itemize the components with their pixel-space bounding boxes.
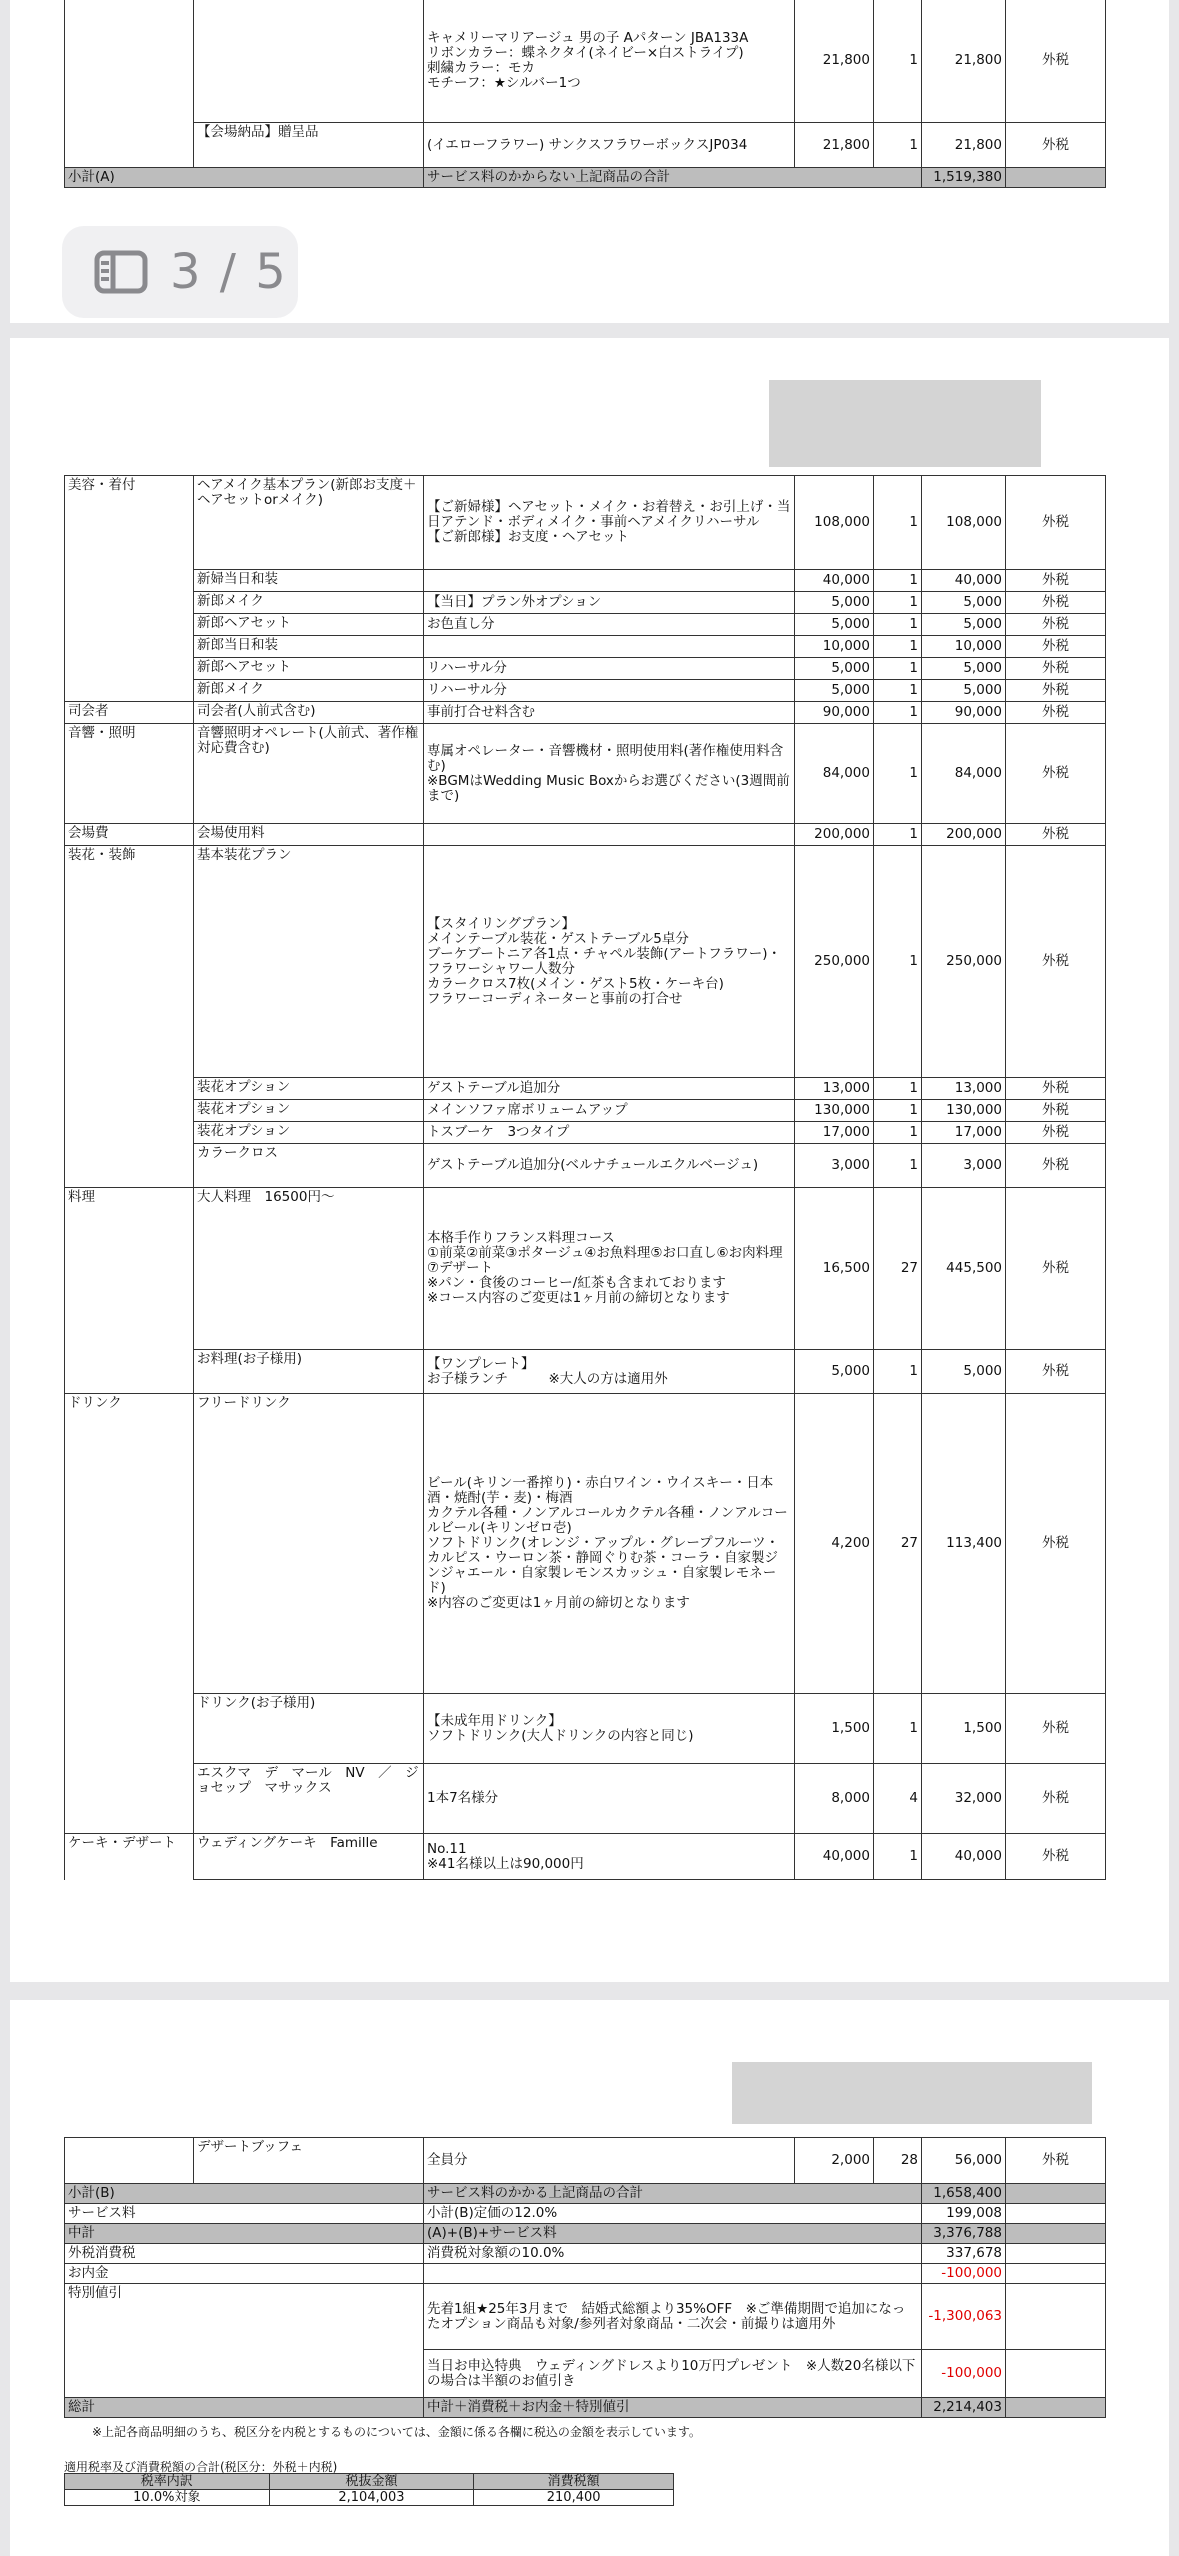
summary-row [65, 2184, 1106, 2204]
subtotal-label: 小計(A) [65, 168, 424, 188]
summary-desc: 小計(B)定価の12.0% [424, 2204, 922, 2224]
qty-cell: 1 [874, 824, 922, 846]
price-cell: 200,000 [795, 824, 874, 846]
qty-cell: 1 [874, 658, 922, 680]
rate-cell: 210,400 [474, 2490, 674, 2506]
rate-cell: 2,104,003 [269, 2490, 474, 2506]
amount-cell: 84,000 [922, 724, 1006, 824]
category-cell [65, 1144, 194, 1188]
description-cell: リハーサル分 [424, 680, 795, 702]
summary-amount: -1,300,063 [922, 2284, 1006, 2350]
rate-header: 消費税額 [474, 2474, 674, 2490]
amount-cell: 108,000 [922, 476, 1006, 570]
tax-cell: 外税 [1006, 1078, 1106, 1100]
category-cell: 料理 [65, 1188, 194, 1350]
description-cell: トスブーケ 3つタイプ [424, 1122, 795, 1144]
table-row [65, 702, 1106, 724]
tax-cell: 外税 [1006, 570, 1106, 592]
table-row [65, 846, 1106, 1078]
category-cell: 司会者 [65, 702, 194, 724]
qty-cell: 1 [874, 702, 922, 724]
amount-cell: 21,800 [922, 123, 1006, 168]
description-cell: No.11 ※41名様以上は90,000円 [424, 1834, 795, 1880]
category-cell [65, 680, 194, 702]
price-cell: 21,800 [795, 123, 874, 168]
summary-desc: 当日お申込特典 ウェディングドレスより10万円プレゼント ※人数20名様以下の場合は半額のお値引き [424, 2350, 922, 2398]
tax-cell: 外税 [1006, 636, 1106, 658]
description-cell: (イエローフラワー) サンクスフラワーボックスJP034 [424, 123, 795, 168]
item-cell: ヘアメイク基本プラン(新郎お支度＋ヘアセットorメイク) [194, 476, 424, 570]
description-cell: 1本7名様分 [424, 1764, 795, 1834]
summary-row [65, 2224, 1106, 2244]
table-row [65, 636, 1106, 658]
tax-cell: 外税 [1006, 1394, 1106, 1694]
summary-label: 小計(B) [65, 2184, 424, 2204]
category-cell: ドリンク [65, 1394, 194, 1694]
tax-cell: 外税 [1006, 1764, 1106, 1834]
description-cell: 【当日】プラン外オプション [424, 592, 795, 614]
quote-table-page1 [64, 0, 1106, 188]
qty-cell: 1 [874, 1694, 922, 1764]
amount-cell: 21,800 [922, 0, 1006, 123]
tax-cell: 外税 [1006, 658, 1106, 680]
price-cell: 90,000 [795, 702, 874, 724]
rate-table-title: 適用税率及び消費税額の合計(税区分：外税＋内税) [64, 2460, 338, 2474]
summary-desc [424, 2264, 922, 2284]
tax-cell: 外税 [1006, 680, 1106, 702]
table-row [65, 1078, 1106, 1100]
tax-cell: 外税 [1006, 592, 1106, 614]
subtotal-amount: 1,519,380 [922, 168, 1006, 188]
price-cell: 8,000 [795, 1764, 874, 1834]
amount-cell: 10,000 [922, 636, 1006, 658]
price-cell: 108,000 [795, 476, 874, 570]
qty-cell: 1 [874, 1078, 922, 1100]
tax-cell: 外税 [1006, 0, 1106, 123]
qty-cell: 1 [874, 1144, 922, 1188]
tax-cell: 外税 [1006, 1144, 1106, 1188]
tax-cell: 外税 [1006, 1694, 1106, 1764]
tax-cell: 外税 [1006, 123, 1106, 168]
sidebar-icon [94, 250, 148, 294]
category-cell: 美容・着付 [65, 476, 194, 570]
tax-rate-table [64, 2473, 674, 2506]
summary-row [65, 2264, 1106, 2284]
qty-cell: 1 [874, 0, 922, 123]
qty-cell: 27 [874, 1188, 922, 1350]
summary-amount: 2,214,403 [922, 2398, 1006, 2418]
summary-amount: -100,000 [922, 2350, 1006, 2398]
rate-cell: 10.0%対象 [65, 2490, 270, 2506]
item-cell: 音響照明オペレート(人前式、著作権対応費含む) [194, 724, 424, 824]
table-row [65, 1188, 1106, 1350]
table-row [65, 1394, 1106, 1694]
table-row [65, 1764, 1106, 1834]
amount-cell: 1,500 [922, 1694, 1006, 1764]
description-cell: 全員分 [424, 2138, 795, 2184]
qty-cell: 1 [874, 1834, 922, 1880]
price-cell: 13,000 [795, 1078, 874, 1100]
amount-cell: 40,000 [922, 1834, 1006, 1880]
tax-cell: 外税 [1006, 724, 1106, 824]
category-cell [65, 658, 194, 680]
summary-label: お内金 [65, 2264, 424, 2284]
tax-cell: 外税 [1006, 1834, 1106, 1880]
price-cell: 4,200 [795, 1394, 874, 1694]
amount-cell: 130,000 [922, 1100, 1006, 1122]
price-cell: 40,000 [795, 570, 874, 592]
item-cell: カラークロス [194, 1144, 424, 1188]
description-cell: キャメリーマリアージュ 男の子 Aパターン JBA133A リボンカラー：蝶ネクタイ(ネイビー×白ストライプ) 刺繍カラー：モカ モチーフ：★シルバー1つ [424, 0, 795, 123]
item-cell: 新郎当日和装 [194, 636, 424, 658]
redacted-box [732, 2062, 1092, 2124]
quote-table-page2 [64, 475, 1106, 1880]
category-cell [65, 1694, 194, 1764]
subtotal-desc: サービス料のかからない上記商品の合計 [424, 168, 922, 188]
tax-cell: 外税 [1006, 1350, 1106, 1394]
qty-cell: 1 [874, 636, 922, 658]
amount-cell: 56,000 [922, 2138, 1006, 2184]
table-row [65, 1834, 1106, 1880]
quote-table-page3 [64, 2137, 1106, 2418]
amount-cell: 90,000 [922, 702, 1006, 724]
table-row [65, 123, 1106, 168]
summary-amount: 3,376,788 [922, 2224, 1006, 2244]
item-cell: 新郎ヘアセット [194, 658, 424, 680]
table-row [65, 592, 1106, 614]
summary-amount: 337,678 [922, 2244, 1006, 2264]
table-row [65, 570, 1106, 592]
summary-label: 中計 [65, 2224, 424, 2244]
amount-cell: 113,400 [922, 1394, 1006, 1694]
amount-cell: 5,000 [922, 614, 1006, 636]
table-row [65, 1350, 1106, 1394]
item-cell: 司会者(人前式含む) [194, 702, 424, 724]
qty-cell: 1 [874, 724, 922, 824]
description-cell: ゲストテーブル追加分 [424, 1078, 795, 1100]
qty-cell: 1 [874, 1122, 922, 1144]
qty-cell: 4 [874, 1764, 922, 1834]
item-cell: 装花オプション [194, 1078, 424, 1100]
category-cell [65, 614, 194, 636]
price-cell: 3,000 [795, 1144, 874, 1188]
rate-header-row [65, 2474, 674, 2490]
category-cell: ケーキ・デザート [65, 1834, 194, 1880]
summary-row [65, 2284, 1106, 2350]
qty-cell: 1 [874, 592, 922, 614]
item-cell: 装花オプション [194, 1122, 424, 1144]
summary-label: サービス料 [65, 2204, 424, 2224]
tax-cell: 外税 [1006, 1100, 1106, 1122]
item-cell: 新婦当日和装 [194, 570, 424, 592]
category-cell [65, 570, 194, 592]
description-cell [424, 570, 795, 592]
description-cell: メインソファ席ボリュームアップ [424, 1100, 795, 1122]
amount-cell: 5,000 [922, 680, 1006, 702]
item-cell: 新郎メイク [194, 680, 424, 702]
summary-amount: 1,658,400 [922, 2184, 1006, 2204]
category-cell [65, 123, 194, 168]
description-cell [424, 824, 795, 846]
summary-row [65, 2244, 1106, 2264]
item-cell: お料理(お子様用) [194, 1350, 424, 1394]
item-cell: デザートブッフェ [194, 2138, 424, 2184]
table-row [65, 2138, 1106, 2184]
table-row [65, 614, 1106, 636]
table-row [65, 724, 1106, 824]
price-cell: 16,500 [795, 1188, 874, 1350]
tax-cell: 外税 [1006, 2138, 1106, 2184]
rate-header: 税率内訳 [65, 2474, 270, 2490]
summary-desc: 先着1組★25年3月まで 結婚式総額より35%OFF ※ご準備期間で追加になったオプション商品も対象/参列者対象商品・二次会・前撮りは適用外 [424, 2284, 922, 2350]
item-cell [194, 0, 424, 123]
description-cell [424, 636, 795, 658]
rate-row [65, 2490, 674, 2506]
rate-header: 税抜金額 [269, 2474, 474, 2490]
item-cell: ドリンク(お子様用) [194, 1694, 424, 1764]
tax-note: ※上記各商品明細のうち、税区分を内税とするものについては、金額に係る各欄に税込の金額を表示しています。 [92, 2425, 701, 2439]
amount-cell: 3,000 [922, 1144, 1006, 1188]
description-cell: 【ワンプレート】 お子様ランチ ※大人の方は適用外 [424, 1350, 795, 1394]
description-cell: ビール(キリン一番搾り)・赤白ワイン・ウイスキー・日本酒・焼酎(芋・麦)・梅酒 カクテル各種・ノンアルコールカクテル各種・ノンアルコールビール(キリンゼロ壱) ソフトドリンク(オレンジ・アップル・グレープフルーツ・カルピス・ウーロン茶・静岡ぐりむ茶・コーラ・自家製ジンジャエール・自家製レモンスカッシュ・自家製レモネード) ※内容のご変更は1ヶ月前の締切となります [424, 1394, 795, 1694]
amount-cell: 250,000 [922, 846, 1006, 1078]
table-row [65, 658, 1106, 680]
table-row [65, 0, 1106, 123]
category-cell [65, 592, 194, 614]
page-indicator-label: 3 / 5 [170, 244, 288, 300]
table-row [65, 476, 1106, 570]
tax-cell: 外税 [1006, 846, 1106, 1078]
item-cell: 会場使用料 [194, 824, 424, 846]
summary-desc: 消費税対象額の10.0% [424, 2244, 922, 2264]
item-cell: フリードリンク [194, 1394, 424, 1694]
amount-cell: 40,000 [922, 570, 1006, 592]
price-cell: 5,000 [795, 658, 874, 680]
tax-cell: 外税 [1006, 476, 1106, 570]
category-cell [65, 636, 194, 658]
price-cell: 21,800 [795, 0, 874, 123]
price-cell: 17,000 [795, 1122, 874, 1144]
grand-total-row [65, 2398, 1106, 2418]
qty-cell: 1 [874, 614, 922, 636]
summary-desc: 中計＋消費税＋お内金＋特別値引 [424, 2398, 922, 2418]
tax-cell: 外税 [1006, 614, 1106, 636]
category-cell [65, 1100, 194, 1122]
table-row [65, 680, 1106, 702]
description-cell: ゲストテーブル追加分(ベルナチュールエクルベージュ) [424, 1144, 795, 1188]
item-cell: 装花オプション [194, 1100, 424, 1122]
table-row [65, 824, 1106, 846]
category-cell: 会場費 [65, 824, 194, 846]
item-cell: 基本装花プラン [194, 846, 424, 1078]
table-row [65, 1100, 1106, 1122]
subtotal-a-row [65, 168, 1106, 188]
qty-cell: 1 [874, 476, 922, 570]
description-cell: 【未成年用ドリンク】 ソフトドリンク(大人ドリンクの内容と同じ) [424, 1694, 795, 1764]
summary-label: 外税消費税 [65, 2244, 424, 2264]
price-cell: 5,000 [795, 592, 874, 614]
redacted-box [769, 380, 1041, 467]
summary-row [65, 2350, 1106, 2398]
qty-cell: 1 [874, 570, 922, 592]
category-cell [65, 1122, 194, 1144]
category-cell [65, 1764, 194, 1834]
description-cell: 本格手作りフランス料理コース ①前菜②前菜③ポタージュ④お魚料理⑤お口直し⑥お肉料理⑦デザート ※パン・食後のコーヒー/紅茶も含まれております ※コース内容のご変更は1ヶ月前の締切となります [424, 1188, 795, 1350]
item-cell: 【会場納品】贈呈品 [194, 123, 424, 168]
price-cell: 40,000 [795, 1834, 874, 1880]
amount-cell: 200,000 [922, 824, 1006, 846]
category-cell: 装花・装飾 [65, 846, 194, 1078]
summary-desc: (A)+(B)+サービス料 [424, 2224, 922, 2244]
item-cell: エスクマ デ マール NV ／ ジョセップ マサックス [194, 1764, 424, 1834]
price-cell: 250,000 [795, 846, 874, 1078]
item-cell: ウェディングケーキ Famille [194, 1834, 424, 1880]
price-cell: 5,000 [795, 1350, 874, 1394]
tax-cell: 外税 [1006, 1188, 1106, 1350]
qty-cell: 1 [874, 1350, 922, 1394]
page-indicator[interactable] [62, 226, 298, 318]
qty-cell: 27 [874, 1394, 922, 1694]
price-cell: 5,000 [795, 680, 874, 702]
summary-label: 特別値引 [65, 2284, 424, 2350]
category-cell [65, 1078, 194, 1100]
description-cell: リハーサル分 [424, 658, 795, 680]
description-cell: 【スタイリングプラン】 メインテーブル装花・ゲストテーブル5卓分 ブーケブートニア各1点・チャペル装飾(アートフラワー)・フラワーシャワー人数分 カラークロス7枚(メイン・ゲスト5枚・ケーキ台) フラワーコーディネーターと事前の打合せ [424, 846, 795, 1078]
amount-cell: 5,000 [922, 1350, 1006, 1394]
category-cell: 音響・照明 [65, 724, 194, 824]
tax-cell: 外税 [1006, 824, 1106, 846]
description-cell: 【ご新婦様】ヘアセット・メイク・お着替え・お引上げ・当日アテンド・ボディメイク・事前ヘアメイクリハーサル 【ご新郎様】お支度・ヘアセット [424, 476, 795, 570]
table-row [65, 1694, 1106, 1764]
amount-cell: 17,000 [922, 1122, 1006, 1144]
item-cell: 新郎ヘアセット [194, 614, 424, 636]
tax-cell: 外税 [1006, 702, 1106, 724]
price-cell: 2,000 [795, 2138, 874, 2184]
category-cell [65, 0, 194, 123]
amount-cell: 5,000 [922, 592, 1006, 614]
summary-desc: サービス料のかかる上記商品の合計 [424, 2184, 922, 2204]
category-cell [65, 2138, 194, 2184]
qty-cell: 28 [874, 2138, 922, 2184]
summary-amount: 199,008 [922, 2204, 1006, 2224]
amount-cell: 13,000 [922, 1078, 1006, 1100]
item-cell: 大人料理 16500円～ [194, 1188, 424, 1350]
amount-cell: 445,500 [922, 1188, 1006, 1350]
price-cell: 10,000 [795, 636, 874, 658]
summary-amount: -100,000 [922, 2264, 1006, 2284]
description-cell: お色直し分 [424, 614, 795, 636]
price-cell: 1,500 [795, 1694, 874, 1764]
qty-cell: 1 [874, 1100, 922, 1122]
summary-label: 総計 [65, 2398, 424, 2418]
table-row [65, 1144, 1106, 1188]
qty-cell: 1 [874, 680, 922, 702]
price-cell: 5,000 [795, 614, 874, 636]
qty-cell: 1 [874, 123, 922, 168]
description-cell: 事前打合せ料含む [424, 702, 795, 724]
amount-cell: 32,000 [922, 1764, 1006, 1834]
tax-cell: 外税 [1006, 1122, 1106, 1144]
price-cell: 130,000 [795, 1100, 874, 1122]
amount-cell: 5,000 [922, 658, 1006, 680]
table-row [65, 1122, 1106, 1144]
summary-row [65, 2204, 1106, 2224]
qty-cell: 1 [874, 846, 922, 1078]
summary-label [65, 2350, 424, 2398]
price-cell: 84,000 [795, 724, 874, 824]
category-cell [65, 1350, 194, 1394]
item-cell: 新郎メイク [194, 592, 424, 614]
description-cell: 専属オペレーター・音響機材・照明使用料(著作権使用料含む) ※BGMはWedding Music Boxからお選びください(3週間前まで) [424, 724, 795, 824]
